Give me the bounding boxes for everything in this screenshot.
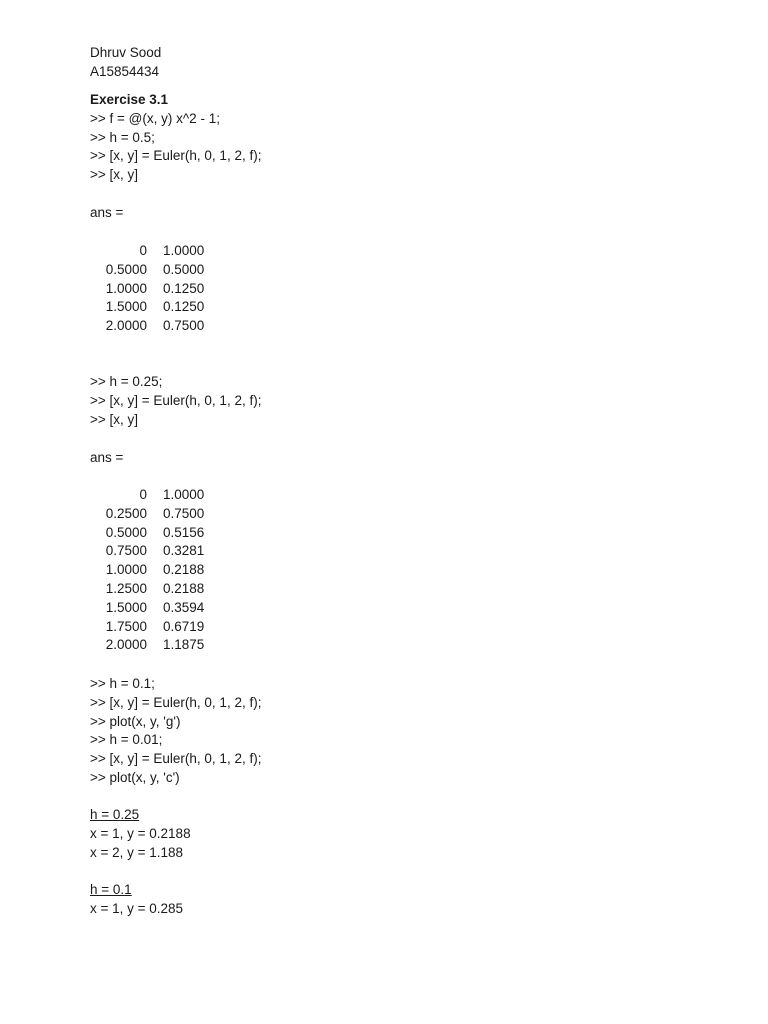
y-value: 0.5000 — [163, 261, 205, 277]
x-value: 1.0000 — [105, 562, 147, 578]
result-line: x = 2, y = 1.188 — [90, 844, 184, 860]
table-row — [90, 561, 650, 580]
table-row — [90, 242, 650, 261]
x-value: 0.5000 — [105, 261, 147, 277]
commands-block-3 — [90, 675, 650, 788]
command-line: >> h = 0.5; — [90, 129, 155, 145]
y-value: 0.1250 — [163, 280, 205, 296]
command-line: >> [x, y] = Euler(h, 0, 1, 2, f); — [90, 392, 262, 408]
x-value: 1.2500 — [105, 580, 147, 596]
command-line: >> h = 0.1; — [90, 676, 155, 691]
exercise-section — [90, 91, 650, 185]
y-value: 0.7500 — [163, 505, 205, 521]
ans-label: ans = — [90, 205, 124, 220]
table-row — [90, 486, 650, 505]
table-row — [90, 261, 650, 280]
author-name: Dhruv Sood — [90, 45, 162, 60]
y-value: 0.2188 — [163, 580, 205, 596]
x-value: 2.0000 — [105, 318, 147, 334]
table-row — [90, 505, 650, 524]
y-value: 1.0000 — [163, 487, 205, 502]
output-table-2 — [90, 486, 650, 655]
result-heading: h = 0.1 — [90, 882, 132, 897]
header — [90, 44, 650, 82]
result-h01 — [90, 881, 650, 919]
table-row — [90, 636, 650, 655]
table-row — [90, 618, 650, 637]
command-line: >> h = 0.25; — [90, 374, 163, 389]
ans-label: ans = — [90, 450, 124, 465]
y-value: 0.2188 — [163, 562, 205, 578]
x-value: 1.5000 — [105, 599, 147, 615]
exercise-title: Exercise 3.1 — [90, 92, 169, 107]
command-line: >> [x, y] = Euler(h, 0, 1, 2, f); — [90, 751, 262, 767]
x-value: 1.5000 — [105, 299, 147, 315]
result-line: x = 1, y = 0.285 — [90, 900, 184, 916]
result-heading: h = 0.25 — [90, 807, 140, 822]
y-value: 0.1250 — [163, 299, 205, 315]
table-row — [90, 317, 650, 336]
x-value: 0 — [139, 487, 147, 502]
command-line: >> [x, y] = Euler(h, 0, 1, 2, f); — [90, 694, 262, 710]
y-value: 1.0000 — [163, 243, 205, 258]
student-id: A15854434 — [90, 63, 160, 79]
command-line: >> plot(x, y, 'g') — [90, 713, 181, 729]
command-line: >> f = @(x, y) x^2 - 1; — [90, 110, 220, 126]
x-value: 1.0000 — [105, 280, 147, 296]
command-line: >> [x, y] = Euler(h, 0, 1, 2, f); — [90, 148, 262, 164]
x-value: 1.7500 — [105, 618, 147, 634]
x-value: 0.5000 — [105, 524, 147, 540]
x-value: 0 — [139, 243, 147, 258]
table-row — [90, 524, 650, 543]
result-h025 — [90, 806, 650, 862]
x-value: 0.2500 — [105, 505, 147, 521]
y-value: 0.3594 — [163, 599, 205, 615]
y-value: 1.1875 — [163, 637, 205, 653]
y-value: 0.5156 — [163, 524, 205, 540]
y-value: 0.7500 — [163, 318, 205, 334]
table-row — [90, 542, 650, 561]
command-line: >> [x, y] — [90, 411, 139, 427]
x-value: 2.0000 — [105, 637, 147, 653]
table-row — [90, 280, 650, 299]
y-value: 0.6719 — [163, 618, 205, 634]
ans-label-2-block — [90, 449, 650, 468]
table-row — [90, 599, 650, 618]
table-row — [90, 580, 650, 599]
output-table-1 — [90, 242, 650, 336]
result-line: x = 1, y = 0.2188 — [90, 825, 191, 841]
commands-block-2 — [90, 373, 650, 429]
x-value: 0.7500 — [105, 543, 147, 559]
y-value: 0.3281 — [163, 543, 205, 559]
ans-label-1-block — [90, 204, 650, 223]
table-row — [90, 298, 650, 317]
command-line: >> h = 0.01; — [90, 732, 163, 748]
command-line: >> plot(x, y, 'c') — [90, 769, 180, 785]
command-line: >> [x, y] — [90, 167, 139, 183]
